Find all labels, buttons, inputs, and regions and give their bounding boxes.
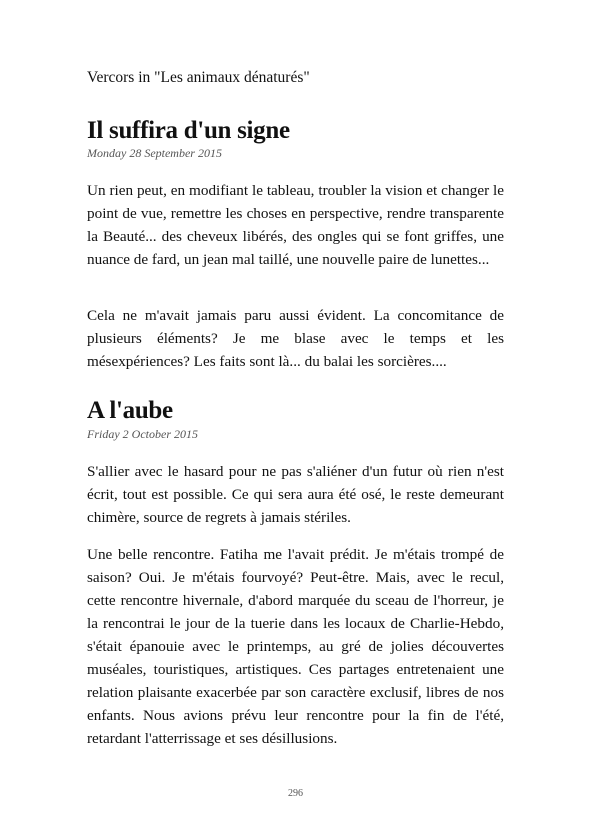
post-title: Il suffira d'un signe xyxy=(87,117,290,144)
paragraph: Cela ne m'avait jamais paru aussi évident. La concomitance de plusieurs éléments? Je me blase avec le temps et les mésexpériences? Les faits sont là... du balai les sorcières.... xyxy=(87,307,504,370)
epigraph: Vercors in "Les animaux dénaturés" xyxy=(87,69,310,86)
post-date: Friday 2 October 2015 xyxy=(87,427,198,441)
page-number: 296 xyxy=(288,788,303,799)
paragraph: S'allier avec le hasard pour ne pas s'aliéner d'un futur où rien n'est écrit, tout est possible. Ce qui sera aura été osé, le reste demeurant chimère, source de regrets à jamais stériles. xyxy=(87,463,504,526)
paragraph: Un rien peut, en modifiant le tableau, troubler la vision et changer le point de vue, remettre les choses en perspective, rendre transparente la Beauté... des cheveux libérés, des ongles qui se font griffes, une nuance de fard, un jean mal taillé, une nouvelle paire de lunettes... xyxy=(87,182,504,268)
paragraph: Une belle rencontre. Fatiha me l'avait prédit. Je m'étais trompé de saison? Oui. Je m'étais fourvoyé? Peut-être. Mais, avec le recul, cette rencontre hivernale, d'abord marquée du sceau de l'horreur, je la rencontrai le jour de la tuerie dans les locaux de Charlie-Hebdo, s'était épanouie avec le printemps, au gré de jolies découvertes muséales, touristiques, artistiques. Ces partages entretenaient une relation plaisante exacerbée par son caractère exclusif, libres de nos enfants. Nous avions prévu leur rencontre pour la fin de l'été, retardant l'atterrissage et ses désillusions. xyxy=(87,546,504,747)
post-date: Monday 28 September 2015 xyxy=(87,146,222,160)
post-title: A l'aube xyxy=(87,397,173,424)
document-page xyxy=(87,0,504,827)
